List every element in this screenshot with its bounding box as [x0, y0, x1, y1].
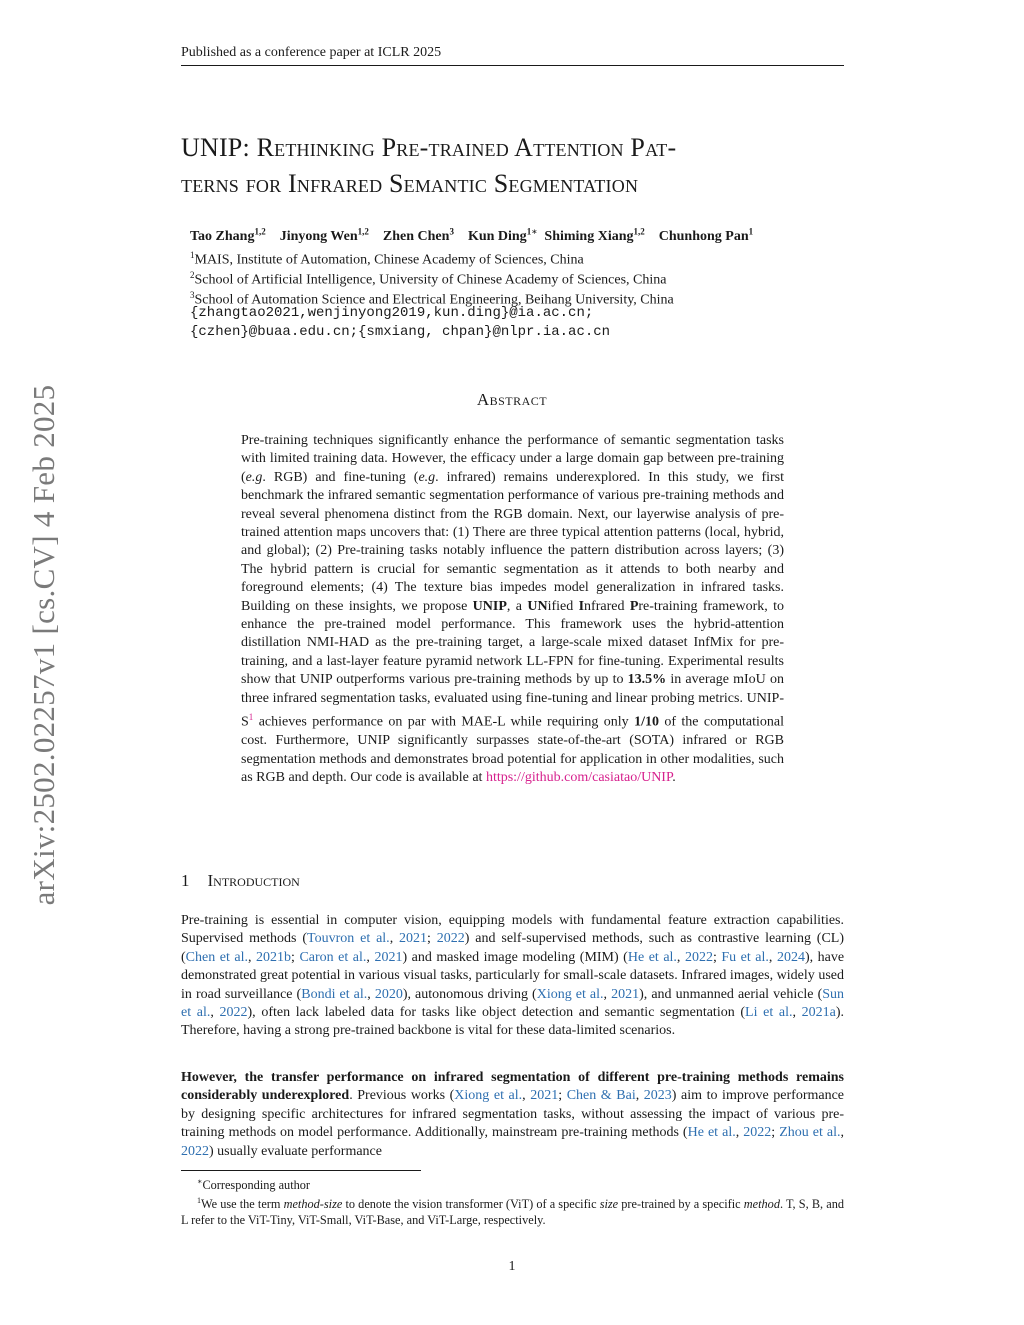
abstract-text: of the computational cost. Furthermore, UNIP significantly surpasses state-of-the-art (SOTA) infrared or RGB segmentation methods and demonstrates broad potential for application in other modalities, such as RGB and depth. Our code is available at — [241, 714, 784, 785]
footnote-text: We use the term — [201, 1197, 284, 1212]
abstract-eg: e.g — [245, 469, 263, 485]
intro-paragraph-1: Pre-training is essential in computer vision, equipping models with fundamental feature extraction capabilities. Supervised methods (Touvron et al., 2021; 2022) and self-supervised methods, such as contrastive learning (CL) (Chen et al., 2021b; Caron et al., 2021) and masked image modeling (MIM) (He et al., 2022; Fu et al., 2024), have demonstrated great potential in various visual tasks, particularly for small-scale datasets. Infrared images, widely used in road surveillance (Bondi et al., 2020), autonomous driving (Xiong et al., 2021), and unmanned aerial vehicle (Sun et al., 2022), often lack labeled data for tasks like object detection and semantic segmentation (Li et al., 2021a). Therefore, having a strong pre-trained backbone is vital for these data-limited scenarios. — [181, 913, 845, 1039]
citation-link[interactable]: 2021a — [801, 1005, 836, 1021]
citation-link[interactable]: Touvron et al. — [307, 931, 390, 947]
citation-link[interactable]: He et al. — [627, 949, 677, 965]
section-title: Introduction — [207, 871, 300, 890]
footnote-ref-link[interactable]: 1 — [248, 712, 254, 723]
abstract-percent: 13.5% — [627, 672, 667, 688]
citation-link[interactable]: Xiong et al. — [454, 1088, 523, 1104]
citation-link[interactable]: 2021 — [611, 986, 640, 1002]
citation-link[interactable]: 2021b — [256, 949, 292, 965]
citation-link[interactable]: Bondi et al. — [301, 986, 368, 1002]
author-affil-mark: 1,2 — [633, 226, 645, 236]
abstract-text: nfrared — [584, 598, 630, 614]
body-text: ) and masked image modeling (MIM) ( — [402, 949, 628, 965]
abstract-fraction: 1/10 — [634, 714, 659, 730]
affiliation-mark: 3 — [190, 290, 195, 300]
affiliation-text: MAIS, Institute of Automation, Chinese Academy of Sciences, China — [194, 252, 584, 268]
footnote-text: to denote the vision transformer (ViT) of a specific — [342, 1197, 600, 1212]
running-header: Published as a conference paper at ICLR 2025 — [181, 45, 442, 60]
body-text: . Previous works ( — [349, 1088, 455, 1104]
author — [382, 226, 454, 244]
footnote-corresponding — [197, 1174, 844, 1193]
author — [658, 226, 754, 244]
footnote-text: Corresponding author — [202, 1178, 311, 1193]
affiliation-mark: 2 — [190, 270, 195, 280]
citation-link[interactable]: 2020 — [374, 986, 403, 1002]
author-list — [190, 226, 855, 245]
author-name: Zhen Chen — [382, 228, 450, 244]
citation-link[interactable]: 2023 — [643, 1088, 672, 1104]
section-number: 1 — [181, 871, 190, 890]
footnote-mark: 1 — [197, 1196, 201, 1205]
abstract-text: . RGB) and fine-tuning ( — [262, 469, 419, 485]
body-text: ), autonomous driving ( — [402, 986, 537, 1002]
citation-link[interactable]: 2022 — [743, 1125, 772, 1141]
title-line-2: terns for Infrared Semantic Segmentation — [181, 169, 639, 198]
body-text: Pre-training is essential in computer vision, equipping models with fundamental feature extraction capabilities. Supervised methods ( — [181, 913, 844, 947]
author-affil-mark: 1 — [748, 226, 754, 236]
author-name: Tao Zhang — [190, 228, 255, 244]
body-text: ), have demonstrated great potential in various visual tasks, particularly for small-scale datasets. Infrared images, widely used in road surveillance ( — [181, 949, 845, 1002]
affiliation-text: School of Artificial Intelligence, University of Chinese Academy of Sciences, China — [194, 272, 667, 288]
email-line-1: {zhangtao2021,wenjinyong2019,kun.ding}@ia.ac.cn; — [190, 305, 594, 321]
author-affil-mark: 1,2 — [254, 226, 266, 236]
citation-link[interactable]: Sun et al. — [181, 986, 845, 1021]
footnote-term: size — [599, 1197, 619, 1212]
footnote-text: pre-trained by a specific — [618, 1197, 744, 1212]
body-text: ) and self-supervised methods, such as contrastive learning (CL) ( — [181, 931, 845, 965]
author — [279, 226, 369, 244]
author-name: Shiming Xiang — [544, 228, 634, 244]
abstract-text: in average mIoU on three infrared segmentation tasks, evaluated using fine-tuning and linear probing metrics. UNIP-S — [241, 672, 784, 730]
citation-link[interactable]: 2022 — [436, 931, 465, 947]
title-line-1: UNIP: Rethinking Pre-trained Attention Pat- — [181, 133, 677, 162]
affiliation-mark: 1 — [190, 250, 195, 260]
page-number: 1 — [508, 1259, 516, 1274]
arxiv-stamp: arXiv:2502.02257v1 [cs.CV] 4 Feb 2025 — [26, 384, 61, 906]
abstract-unip: UNIP — [472, 598, 507, 614]
body-text: ) usually evaluate performance — [209, 1143, 382, 1159]
abstract-text: . — [672, 769, 676, 785]
affiliation-text: School of Automation Science and Electrical Engineering, Beihang University, China — [194, 292, 674, 308]
body-text: ), and unmanned aerial vehicle ( — [639, 986, 823, 1002]
footnote-text: . T, S, B, and L refer to the ViT-Tiny, ViT-Small, ViT-Base, and ViT-Large, respectively. — [181, 1197, 844, 1228]
footnote-rule — [181, 1170, 421, 1171]
section-heading-introduction — [181, 871, 300, 891]
intro-paragraph-2: However, the transfer performance on infrared segmentation of different pre-training methods remains considerably underexplored. Previous works (Xiong et al., 2021; Chen & Bai, 2023) aim to improve performance by designing specific architectures for infrared segmentation tasks, without assessing the impact of various pre-training methods on model performance. Additionally, mainstream pre-training methods (He et al., 2022; Zhou et al., 2022) usually evaluate performance — [181, 1070, 845, 1159]
abstract-text: . infrared) remains underexplored. In this study, we first benchmark the infrared semantic segmentation performance of various pre-training methods and reveal several phenomena distinct from the RGB domain. Next, our layerwise analysis of pre-trained attention maps uncovers that: (1) There are three typical attention patterns (local, hybrid, and global); (2) Pre-training tasks notably influence the pattern distribution across layers; (3) The hybrid pattern is crucial for semantic segmentation as it attends to both nearby and foreground elements; (4) The texture bias impedes model generalization in infrared tasks. Building on these insights, we propose — [241, 469, 784, 614]
citation-link[interactable]: Xiong et al. — [536, 986, 604, 1002]
email-line-2: {czhen}@buaa.edu.cn;{smxiang, chpan}@nlpr.ia.ac.cn — [190, 324, 611, 340]
abstract-bold-i: I — [578, 598, 585, 614]
footnote-1 — [181, 1193, 844, 1228]
author-affil-mark: 1,2 — [357, 226, 369, 236]
citation-link[interactable]: 2021 — [530, 1088, 559, 1104]
citation-link[interactable]: 2022 — [219, 1005, 248, 1021]
author-name: Chunhong Pan — [658, 228, 749, 244]
author-name: Jinyong Wen — [279, 228, 358, 244]
author-affil-mark: 3 — [449, 226, 454, 236]
author — [544, 226, 645, 244]
citation-link[interactable]: Caron et al. — [299, 949, 367, 965]
abstract-text: Pre-training techniques significantly enhance the performance of semantic segmentation tasks with limited training data. However, the efficacy under a large domain gap between pre-training ( — [241, 433, 784, 485]
author — [190, 226, 266, 244]
header-rule — [181, 65, 844, 66]
citation-link[interactable]: Zhou et al. — [779, 1125, 841, 1141]
footnote-mark: ∗ — [197, 1177, 203, 1186]
footnote-term: method-size — [283, 1197, 343, 1212]
citation-link[interactable]: Fu et al. — [721, 949, 769, 965]
citation-link[interactable]: 2024 — [776, 949, 805, 965]
citation-link[interactable]: Li et al. — [745, 1005, 793, 1021]
footnote-term: method — [743, 1197, 780, 1212]
code-url-link[interactable]: https://github.com/casiatao/UNIP — [485, 769, 673, 785]
abstract-body — [241, 432, 784, 787]
citation-link[interactable]: Chen & Bai — [566, 1088, 636, 1104]
author-name: Kun Ding — [467, 228, 527, 244]
abstract-text: achieves performance on par with MAE-L while requiring only — [253, 714, 635, 730]
abstract-text: ified — [547, 598, 579, 614]
body-text: ) aim to improve performance by designing specific architectures for infrared segmentation tasks, without assessing the impact of various pre-training methods on model performance. Additionally, mainstream pre-training methods ( — [181, 1088, 845, 1141]
abstract-bold-p: P — [629, 598, 639, 614]
abstract-eg: e.g — [418, 469, 436, 485]
abstract-text: , a — [506, 598, 528, 614]
abstract-text: re-training framework, to enhance the pre-trained model performance. This framework uses the hybrid-attention distillation NMI-HAD as the pre-training target, a large-scale mixed dataset InfMix for pre-training, and a last-layer feature pyramid network LL-FPN for fine-tuning. Experimental results show that UNIP outperforms various pre-training methods by up to — [241, 598, 784, 688]
author — [467, 226, 538, 244]
bold-claim: However, the transfer performance on infrared segmentation of different pre-training methods remains considerably underexplored — [181, 1070, 844, 1104]
citation-link[interactable]: 2022 — [181, 1143, 209, 1159]
abstract-heading: Abstract — [476, 390, 548, 409]
citation-link[interactable]: 2021 — [399, 931, 428, 947]
body-text: ), often lack labeled data for tasks like object detection and semantic segmentation ( — [247, 1005, 746, 1021]
citation-link[interactable]: 2022 — [684, 949, 713, 965]
paper-title — [181, 130, 861, 202]
body-text: ). Therefore, having a strong pre-trained backbone is vital for these data-limited scenarios. — [181, 1005, 845, 1039]
citation-link[interactable]: Chen et al. — [185, 949, 248, 965]
citation-link[interactable]: 2021 — [374, 949, 403, 965]
abstract-bold-un: UN — [527, 598, 548, 614]
author-affil-mark: 1∗ — [526, 226, 538, 236]
citation-link[interactable]: He et al. — [687, 1125, 736, 1141]
